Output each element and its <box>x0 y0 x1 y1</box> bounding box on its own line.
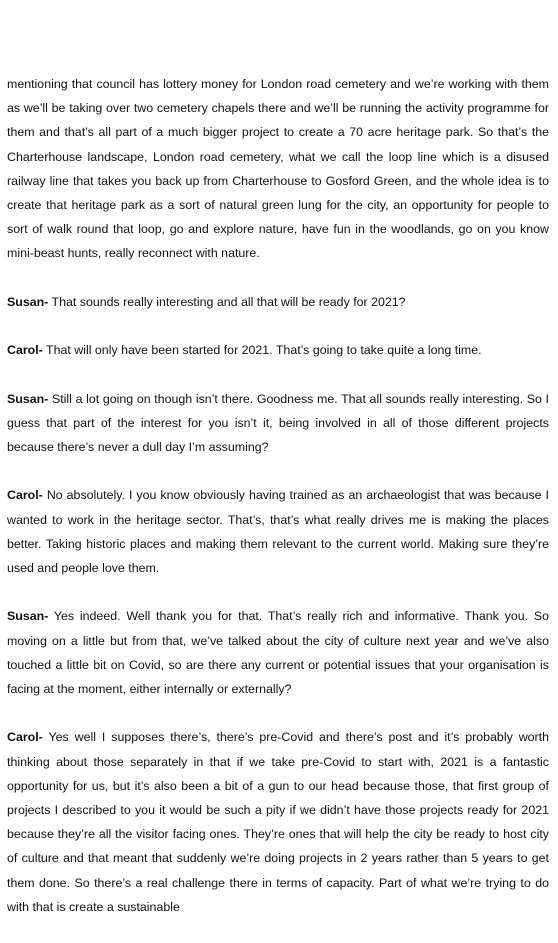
transcript-paragraph <box>7 483 549 580</box>
paragraph-text: Still a lot going on though isn’t there. Goodness me. That all sounds really interesting. So I guess that part of the interest for you isn’t it, being involved in all of those different projects because there’s never a dull day I’m assuming? <box>7 391 549 454</box>
transcript-paragraph <box>7 604 549 701</box>
paragraph-text: Yes indeed. Well thank you for that. That’s really rich and informative. Thank you. So moving on a little but from that, we’ve talked about the city of culture next year and we’ve also touched a little bit on Covid, so are there any current or potential issues that your organisation is facing at the moment, either internally or externally? <box>7 609 549 696</box>
transcript-paragraph <box>7 72 549 266</box>
speaker-name: Carol- <box>7 343 43 358</box>
speaker-name: Carol- <box>7 488 43 503</box>
transcript-page <box>7 72 549 943</box>
transcript-paragraph <box>7 387 549 460</box>
transcript-paragraph <box>7 338 549 362</box>
speaker-name: Susan- <box>7 391 49 406</box>
paragraph-text: Yes well I supposes there’s, there’s pre-Covid and there’s post and it’s probably worth thinking about those separately in that if we take pre-Covid to start with, 2021 is a fantastic opportunity for us, but it’s also been a bit of a gun to our head because those, that first group of projects I described to you it would be such a pity if we didn’t have those projects ready for 2021 because they’re all the visitor facing ones. They’re ones that will help the city be ready to host city of culture and that meant that suddenly we’re doing projects in 2 years rather than 5 years to get them done. So there’s a real challenge there in terms of capacity. Part of what we’re trying to do with that is create a sustainable <box>7 730 549 914</box>
paragraph-text: That will only have been started for 2021. That’s going to take quite a long time. <box>42 343 482 358</box>
speaker-name: Susan- <box>7 294 49 309</box>
speaker-name: Carol- <box>7 730 43 745</box>
paragraph-text: No absolutely. I you know obviously having trained as an archaeologist that was because I wanted to work in the heritage sector. That’s, that’s what really drives me is making the places better. Taking historic places and making them relevant to the current world. Making sure they’re used and people love them. <box>7 488 549 575</box>
transcript-paragraph <box>7 290 549 314</box>
transcript-paragraph <box>7 725 549 919</box>
speaker-name: Susan- <box>7 609 49 624</box>
paragraph-text: mentioning that council has lottery money for London road cemetery and we’re working with them as we’ll be taking over two cemetery chapels there and we’ll be running the activity programme for them and that’s all part of a much bigger project to create a 70 acre heritage park. So that’s the Charterhouse landscape, London road cemetery, what we call the loop line which is a disused railway line that takes you back up from Charterhouse to Gosford Green, and the whole idea is to create that heritage park as a sort of natural green lung for the city, an opportunity for people to sort of walk round that loop, go and explore nature, have fun in the woodlands, go on you know mini-beast hunts, really reconnect with nature. <box>7 77 549 261</box>
paragraph-text: That sounds really interesting and all that will be ready for 2021? <box>48 294 406 309</box>
